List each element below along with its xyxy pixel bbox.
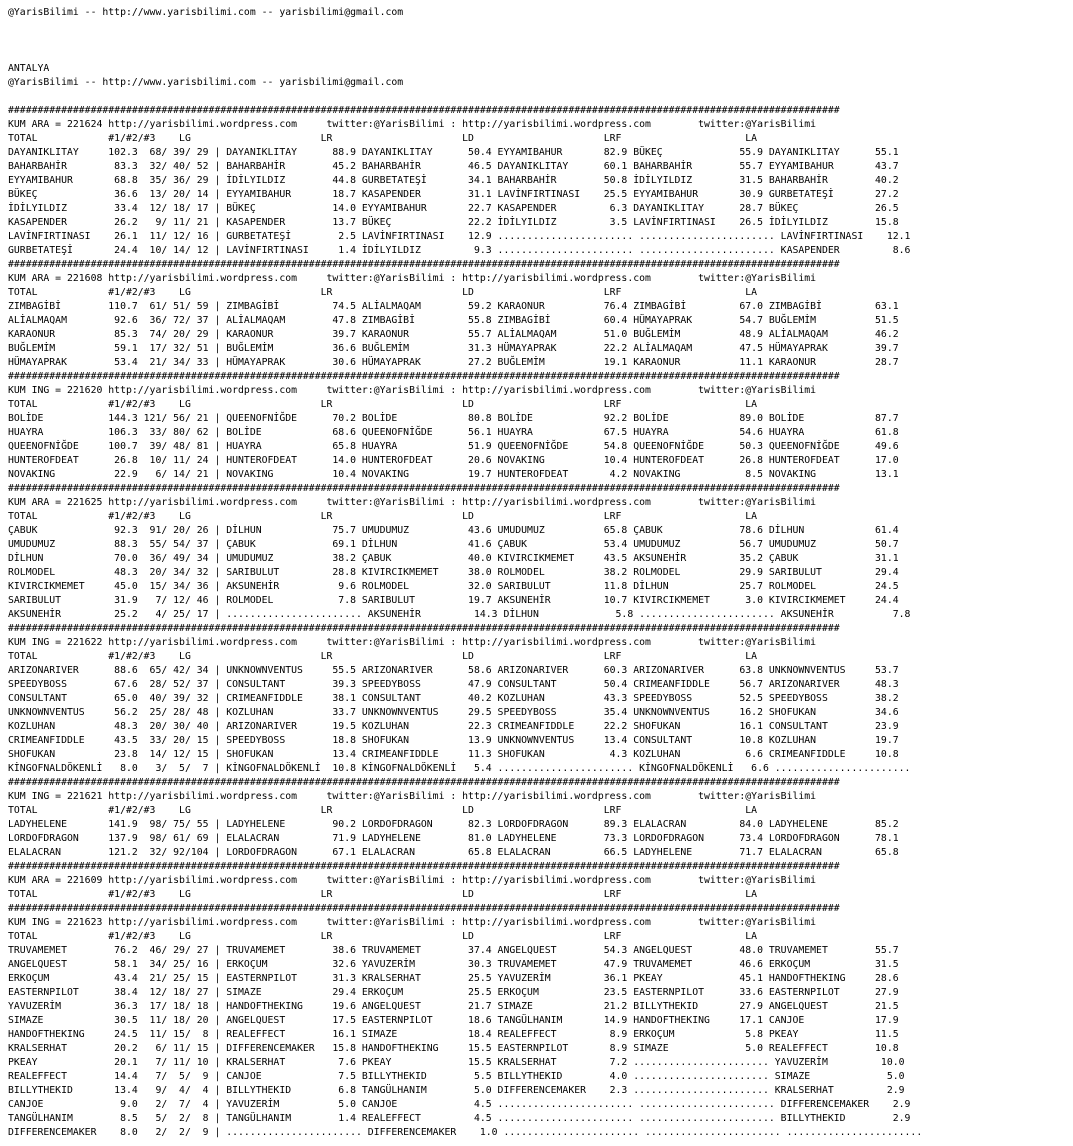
table-row: QUEENOFNİĞDE 100.7 39/ 48/ 81 | HUAYRA 65.8 HUAYRA 51.9 QUEENOFNİĞDE 54.8 QUEENOFNİĞDE 50.3 QUEENOFNİĞDE 49.6 xyxy=(8,441,899,452)
column-header: TOTAL #1/#2/#3 LG LR LD LRF LA xyxy=(8,651,758,662)
column-header: TOTAL #1/#2/#3 LG LR LD LRF LA xyxy=(8,805,758,816)
table-row: CONSULTANT 65.0 40/ 39/ 32 | CRIMEANFIDDLE 38.1 CONSULTANT 40.2 KOZLUHAN 43.3 SPEEDYBOSS 52.5 SPEEDYBOSS 38.2 xyxy=(8,693,899,704)
table-row: NOVAKING 22.9 6/ 14/ 21 | NOVAKING 10.4 NOVAKING 19.7 HUNTEROFDEAT 4.2 NOVAKING 8.5 NOVAKING 13.1 xyxy=(8,469,899,480)
blank-line xyxy=(8,20,1073,34)
table-row: ELALACRAN 121.2 32/ 92/104 | LORDOFDRAGON 67.1 ELALACRAN 65.8 ELALACRAN 66.5 LADYHELENE 71.7 ELALACRAN 65.8 xyxy=(8,847,899,858)
table-row: KARAONUR 85.3 74/ 20/ 29 | KARAONUR 39.7 KARAONUR 55.7 ALİALMAQAM 51.0 BUĞLEMİM 48.9 ALİALMAQAM 46.2 xyxy=(8,329,899,340)
race-section xyxy=(8,104,1073,258)
table-row: YAVUZERİM 36.3 17/ 18/ 18 | HANDOFTHEKING 19.6 ANGELQUEST 21.7 SIMAZE 21.2 BILLYTHEKID 27.9 ANGELQUEST 21.5 xyxy=(8,1001,899,1012)
table-row: ÇABUK 92.3 91/ 20/ 26 | DİLHUN 75.7 UMUDUMUZ 43.6 UMUDUMUZ 65.8 ÇABUK 78.6 DİLHUN 61.4 xyxy=(8,525,899,536)
table-row: TANGÜLHANIM 8.5 5/ 2/ 8 | TANGÜLHANIM 1.4 REALEFFECT 4.5 ....................... ....................... BILLYTHEKID 2.9 xyxy=(8,1113,911,1124)
race-section xyxy=(8,482,1073,622)
blank-line xyxy=(8,34,1073,48)
header-credit-2: @YarisBilimi -- http://www.yarisbilimi.com -- yarisbilimi@gmail.com xyxy=(8,77,404,88)
table-row: REALEFFECT 14.4 7/ 5/ 9 | CANJOE 7.5 BILLYTHEKID 5.5 BILLYTHEKID 4.0 ....................... SIMAZE 5.0 xyxy=(8,1071,905,1082)
column-header: TOTAL #1/#2/#3 LG LR LD LRF LA xyxy=(8,889,758,900)
race-title: KUM ARA = 221624 http://yarisbilimi.wordpress.com twitter:@YarisBilimi : http://yarisbilimi.wordpress.com twitter:@YarisBilimi xyxy=(8,119,817,130)
table-row: HANDOFTHEKING 24.5 11/ 15/ 8 | REALEFFECT 16.1 SIMAZE 18.4 REALEFFECT 8.9 ERKOÇUM 5.8 PKEAY 11.5 xyxy=(8,1029,899,1040)
table-row: CRIMEANFIDDLE 43.5 33/ 20/ 15 | SPEEDYBOSS 18.8 SHOFUKAN 13.9 UNKNOWNVENTUS 13.4 CONSULTANT 10.8 KOZLUHAN 19.7 xyxy=(8,735,899,746)
table-row: KASAPENDER 26.2 9/ 11/ 21 | KASAPENDER 13.7 BÜKEÇ 22.2 İDİLYILDIZ 3.5 LAVİNFIRTINASI 26.5 İDİLYILDIZ 15.8 xyxy=(8,217,899,228)
table-row: KIVIRCIKMEMET 45.0 15/ 34/ 36 | AKSUNEHİR 9.6 ROLMODEL 32.0 SARIBULUT 11.8 DİLHUN 25.7 ROLMODEL 24.5 xyxy=(8,581,899,592)
separator-line: ############################################################################################################################################# xyxy=(8,903,840,914)
table-row: BILLYTHEKID 13.4 9/ 4/ 4 | BILLYTHEKID 6.8 TANGÜLHANIM 5.0 DIFFERENCEMAKER 2.3 ....................... KRALSERHAT 2.9 xyxy=(8,1085,905,1096)
race-title: KUM ING = 221623 http://yarisbilimi.wordpress.com twitter:@YarisBilimi : http://yarisbilimi.wordpress.com twitter:@YarisBilimi xyxy=(8,917,817,928)
table-row: BAHARBAHİR 83.3 32/ 40/ 52 | BAHARBAHİR 45.2 BAHARBAHİR 46.5 DAYANIKLITAY 60.1 BAHARBAHİR 55.7 EYYAMIBAHUR 43.7 xyxy=(8,161,899,172)
table-row: KRALSERHAT 20.2 6/ 11/ 15 | DIFFERENCEMAKER 15.8 HANDOFTHEKING 15.5 EASTERNPILOT 8.9 SIMAZE 5.0 REALEFFECT 10.8 xyxy=(8,1043,899,1054)
column-header: TOTAL #1/#2/#3 LG LR LD LRF LA xyxy=(8,287,758,298)
column-header: TOTAL #1/#2/#3 LG LR LD LRF LA xyxy=(8,511,758,522)
separator-line: ############################################################################################################################################# xyxy=(8,861,840,872)
separator-line: ############################################################################################################################################# xyxy=(8,371,840,382)
race-section xyxy=(8,902,1073,1140)
table-row: ERKOÇUM 43.4 21/ 25/ 15 | EASTERNPILOT 31.3 KRALSERHAT 25.5 YAVUZERİM 36.1 PKEAY 45.1 HANDOFTHEKING 28.6 xyxy=(8,973,899,984)
table-row: ANGELQUEST 58.1 34/ 25/ 16 | ERKOÇUM 32.6 YAVUZERİM 30.3 TRUVAMEMET 47.9 TRUVAMEMET 46.6 ERKOÇUM 31.5 xyxy=(8,959,899,970)
race-list xyxy=(8,104,1073,1140)
table-row: PKEAY 20.1 7/ 11/ 10 | KRALSERHAT 7.6 PKEAY 15.5 KRALSERHAT 7.2 ....................... YAVUZERİM 10.0 xyxy=(8,1057,905,1068)
separator-line: ############################################################################################################################################# xyxy=(8,259,840,270)
table-row: ROLMODEL 48.3 20/ 34/ 32 | SARIBULUT 28.8 KIVIRCIKMEMET 38.0 ROLMODEL 38.2 ROLMODEL 29.9 SARIBULUT 29.4 xyxy=(8,567,899,578)
table-row: LAVİNFIRTINASI 26.1 11/ 12/ 16 | GURBETATEŞİ 2.5 LAVİNFIRTINASI 12.9 ....................... ....................... LAVİNFIRTINASI 12.1 xyxy=(8,231,911,242)
table-row: ZIMBAGİBİ 110.7 61/ 51/ 59 | ZIMBAGİBİ 74.5 ALİALMAQAM 59.2 KARAONUR 76.4 ZIMBAGİBİ 67.0 ZIMBAGİBİ 63.1 xyxy=(8,301,899,312)
column-header: TOTAL #1/#2/#3 LG LR LD LRF LA xyxy=(8,399,758,410)
separator-line: ############################################################################################################################################# xyxy=(8,105,840,116)
table-row: DIFFERENCEMAKER 8.0 2/ 2/ 9 | ....................... DIFFERENCEMAKER 1.0 ....................... ....................... ....................... xyxy=(8,1127,923,1138)
column-header: TOTAL #1/#2/#3 LG LR LD LRF LA xyxy=(8,133,758,144)
table-row: KİNGOFNALDÖKENLİ 8.0 3/ 5/ 7 | KİNGOFNALDÖKENLİ 10.8 KİNGOFNALDÖKENLİ 5.4 ....................... KİNGOFNALDÖKENLİ 6.6 ....................... xyxy=(8,763,911,774)
table-row: BOLİDE 144.3 121/ 56/ 21 | QUEENOFNİĞDE 70.2 BOLİDE 80.8 BOLİDE 92.2 BOLİDE 89.0 BOLİDE 87.7 xyxy=(8,413,899,424)
table-row: BÜKEÇ 36.6 13/ 20/ 14 | EYYAMIBAHUR 18.7 KASAPENDER 31.1 LAVİNFIRTINASI 25.5 EYYAMIBAHUR 30.9 GURBETATEŞİ 27.2 xyxy=(8,189,899,200)
table-row: SARIBULUT 31.9 7/ 12/ 46 | ROLMODEL 7.8 SARIBULUT 19.7 AKSUNEHİR 10.7 KIVIRCIKMEMET 3.0 KIVIRCIKMEMET 24.4 xyxy=(8,595,899,606)
table-row: SHOFUKAN 23.8 14/ 12/ 15 | SHOFUKAN 13.4 CRIMEANFIDDLE 11.3 SHOFUKAN 4.3 KOZLUHAN 6.6 CRIMEANFIDDLE 10.8 xyxy=(8,749,899,760)
table-row: UMUDUMUZ 88.3 55/ 54/ 37 | ÇABUK 69.1 DİLHUN 41.6 ÇABUK 53.4 UMUDUMUZ 56.7 UMUDUMUZ 50.7 xyxy=(8,539,899,550)
table-row: HÜMAYAPRAK 53.4 21/ 34/ 33 | HÜMAYAPRAK 30.6 HÜMAYAPRAK 27.2 BUĞLEMİM 19.1 KARAONUR 11.1 KARAONUR 28.7 xyxy=(8,357,899,368)
race-title: KUM ING = 221621 http://yarisbilimi.wordpress.com twitter:@YarisBilimi : http://yarisbilimi.wordpress.com twitter:@YarisBilimi xyxy=(8,791,817,802)
table-row: EYYAMIBAHUR 68.8 35/ 36/ 29 | İDİLYILDIZ 44.8 GURBETATEŞİ 34.1 BAHARBAHİR 50.8 İDİLYILDIZ 31.5 BAHARBAHİR 40.2 xyxy=(8,175,899,186)
race-title: KUM ARA = 221625 http://yarisbilimi.wordpress.com twitter:@YarisBilimi : http://yarisbilimi.wordpress.com twitter:@YarisBilimi xyxy=(8,497,817,508)
race-title: KUM ARA = 221608 http://yarisbilimi.wordpress.com twitter:@YarisBilimi : http://yarisbilimi.wordpress.com twitter:@YarisBilimi xyxy=(8,273,817,284)
separator-line: ############################################################################################################################################# xyxy=(8,623,840,634)
table-row: HUAYRA 106.3 33/ 80/ 62 | BOLİDE 68.6 QUEENOFNİĞDE 56.1 HUAYRA 67.5 HUAYRA 54.6 HUAYRA 61.8 xyxy=(8,427,899,438)
separator-line: ############################################################################################################################################# xyxy=(8,483,840,494)
race-section xyxy=(8,622,1073,776)
table-row: TRUVAMEMET 76.2 46/ 29/ 27 | TRUVAMEMET 38.6 TRUVAMEMET 37.4 ANGELQUEST 54.3 ANGELQUEST 48.0 TRUVAMEMET 55.7 xyxy=(8,945,899,956)
table-row: AKSUNEHİR 25.2 4/ 25/ 17 | ....................... AKSUNEHİR 14.3 DİLHUN 5.8 ....................... AKSUNEHİR 7.8 xyxy=(8,609,911,620)
column-header: TOTAL #1/#2/#3 LG LR LD LRF LA xyxy=(8,931,758,942)
table-row: EASTERNPILOT 38.4 12/ 18/ 27 | SIMAZE 29.4 ERKOÇUM 25.5 ERKOÇUM 23.5 EASTERNPILOT 33.6 EASTERNPILOT 27.9 xyxy=(8,987,899,998)
race-section xyxy=(8,860,1073,902)
race-title: KUM ARA = 221609 http://yarisbilimi.wordpress.com twitter:@YarisBilimi : http://yarisbilimi.wordpress.com twitter:@YarisBilimi xyxy=(8,875,817,886)
race-title: KUM ING = 221620 http://yarisbilimi.wordpress.com twitter:@YarisBilimi : http://yarisbilimi.wordpress.com twitter:@YarisBilimi xyxy=(8,385,817,396)
race-section xyxy=(8,258,1073,370)
blank-line xyxy=(8,90,1073,104)
race-section xyxy=(8,776,1073,860)
table-row: ARIZONARIVER 88.6 65/ 42/ 34 | UNKNOWNVENTUS 55.5 ARIZONARIVER 58.6 ARIZONARIVER 60.3 ARIZONARIVER 63.8 UNKNOWNVENTUS 53.7 xyxy=(8,665,899,676)
table-row: DİLHUN 70.0 36/ 49/ 34 | UMUDUMUZ 38.2 ÇABUK 40.0 KIVIRCIKMEMET 43.5 AKSUNEHİR 35.2 ÇABUK 31.1 xyxy=(8,553,899,564)
table-row: ALİALMAQAM 92.6 36/ 72/ 37 | ALİALMAQAM 47.8 ZIMBAGİBİ 55.8 ZIMBAGİBİ 60.4 HÜMAYAPRAK 54.7 BUĞLEMİM 51.5 xyxy=(8,315,899,326)
city-name: ANTALYA xyxy=(8,63,50,74)
table-row: BUĞLEMİM 59.1 17/ 32/ 51 | BUĞLEMİM 36.6 BUĞLEMİM 31.3 HÜMAYAPRAK 22.2 ALİALMAQAM 47.5 HÜMAYAPRAK 39.7 xyxy=(8,343,899,354)
separator-line: ############################################################################################################################################# xyxy=(8,777,840,788)
table-row: UNKNOWNVENTUS 56.2 25/ 28/ 48 | KOZLUHAN 33.7 UNKNOWNVENTUS 29.5 SPEEDYBOSS 35.4 UNKNOWNVENTUS 16.2 SHOFUKAN 34.6 xyxy=(8,707,899,718)
table-row: HUNTEROFDEAT 26.8 10/ 11/ 24 | HUNTEROFDEAT 14.0 HUNTEROFDEAT 20.6 NOVAKING 10.4 HUNTEROFDEAT 26.8 HUNTEROFDEAT 17.0 xyxy=(8,455,899,466)
header-credit: @YarisBilimi -- http://www.yarisbilimi.com -- yarisbilimi@gmail.com xyxy=(8,7,404,18)
blank-line xyxy=(8,48,1073,62)
table-row: DAYANIKLITAY 102.3 68/ 39/ 29 | DAYANIKLITAY 88.9 DAYANIKLITAY 50.4 EYYAMIBAHUR 82.9 BÜKEÇ 55.9 DAYANIKLITAY 55.1 xyxy=(8,147,899,158)
table-row: SPEEDYBOSS 67.6 28/ 52/ 37 | CONSULTANT 39.3 SPEEDYBOSS 47.9 CONSULTANT 50.4 CRIMEANFIDDLE 56.7 ARIZONARIVER 48.3 xyxy=(8,679,899,690)
table-row: KOZLUHAN 48.3 20/ 30/ 40 | ARIZONARIVER 19.5 KOZLUHAN 22.3 CRIMEANFIDDLE 22.2 SHOFUKAN 16.1 CONSULTANT 23.9 xyxy=(8,721,899,732)
table-row: İDİLYILDIZ 33.4 12/ 18/ 17 | BÜKEÇ 14.0 EYYAMIBAHUR 22.7 KASAPENDER 6.3 DAYANIKLITAY 28.7 BÜKEÇ 26.5 xyxy=(8,203,899,214)
table-row: SIMAZE 30.5 11/ 18/ 20 | ANGELQUEST 17.5 EASTERNPILOT 18.6 TANGÜLHANIM 14.9 HANDOFTHEKING 17.1 CANJOE 17.9 xyxy=(8,1015,899,1026)
race-title: KUM ING = 221622 http://yarisbilimi.wordpress.com twitter:@YarisBilimi : http://yarisbilimi.wordpress.com twitter:@YarisBilimi xyxy=(8,637,817,648)
table-row: LADYHELENE 141.9 98/ 75/ 55 | LADYHELENE 90.2 LORDOFDRAGON 82.3 LORDOFDRAGON 89.3 ELALACRAN 84.0 LADYHELENE 85.2 xyxy=(8,819,899,830)
table-row: CANJOE 9.0 2/ 7/ 4 | YAVUZERİM 5.0 CANJOE 4.5 ....................... ....................... DIFFERENCEMAKER 2.9 xyxy=(8,1099,911,1110)
race-section xyxy=(8,370,1073,482)
table-row: LORDOFDRAGON 137.9 98/ 61/ 69 | ELALACRAN 71.9 LADYHELENE 81.0 LADYHELENE 73.3 LORDOFDRAGON 73.4 LORDOFDRAGON 78.1 xyxy=(8,833,899,844)
table-row: GURBETATEŞİ 24.4 10/ 14/ 12 | LAVİNFIRTINASI 1.4 İDİLYILDIZ 9.3 ....................... ....................... KASAPENDER 8.6 xyxy=(8,245,911,256)
